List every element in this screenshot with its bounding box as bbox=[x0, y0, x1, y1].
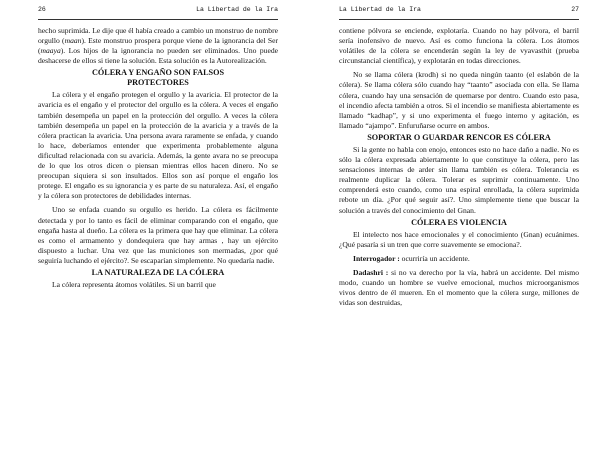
right-page-header bbox=[339, 5, 579, 20]
term-maan: maan bbox=[64, 36, 82, 46]
section-heading-tolerating-is-anger: SOPORTAR O GUARDAR RENCOR ES CÓLERA bbox=[367, 132, 551, 142]
right-paragraph-questioner bbox=[339, 254, 579, 264]
speaker-label-questioner: Interrogador : bbox=[353, 253, 400, 263]
right-paragraph-3: Si la gente no habla con enojo, entonces esto no hace daño a nadie. No es sólo la cólera expresada abiertamente lo que constituye la cólera, pero las sensaciones internas de arder sin llama también es cólera. Tolerancia es realmente duplicar la cólera. Tolerar es suprimir continuamente. Uno comprenderá esto cuando, como una espiral enrollada, la cólera suprimida rebote un día. ¿Por qué seguir así?. Uno simplemente tiene que buscar la solución a través del conocimiento del Gnan. bbox=[339, 144, 579, 215]
term-maaya: maaya bbox=[40, 46, 61, 56]
right-paragraph-dadashri bbox=[339, 268, 579, 308]
section-heading-false-protectors: CÓLERA Y ENGAÑO SON FALSOS PROTECTORES bbox=[91, 68, 225, 88]
left-paragraph-2: La cólera y el engaño protegen el orgullo y la avaricia. El protector de la avaricia es el engaño y el protector del orgullo es la cólera. A veces el engaño también desempeña un papel en la protección del orgullo. A veces la cólera también desempeña un papel en la protección de la avaricia y a través de la cólera practican la avaricia. Una persona avara raramente se enfada, y cuando lo hace, deberíamos entender que experimenta probablemente alguna dificultad relacionada con su avaricia. Además, la gente avara no se preocupa de lo que los otros dicen o piensan mientras ellos hacen dinero. No se preocupan siquiera si son insultados. Ellos son así porque el engaño los protege. El engaño es su ignorancia y es parte de su naturaleza. Así, el engaño y la cólera son protectores de debilidades internas. bbox=[38, 90, 278, 201]
left-paragraph-4: La cólera representa átomos volátiles. Si un barril que bbox=[52, 279, 216, 289]
section-heading-anger-is-violence: CÓLERA ES VIOLENCIA bbox=[411, 217, 507, 227]
right-running-title: La Libertad de la Ira bbox=[339, 6, 421, 13]
right-page bbox=[339, 0, 579, 463]
left-paragraph-3: Uno se enfada cuando su orgullo es herido. La cólera es fácilmente detectada y por lo tanto es fácil de eliminar comparando con el engaño, que engaña hasta al dueño. La cólera es la primera que hay que eliminar. La cólera es como el armamento y dondequiera que hay armas , hay un ejército dispuesto a luchar. Una vez que las municiones son mermadas, ¿por qué seguiría luchando el ejército?. Se escaparían simplemente. No quedaría nadie. bbox=[38, 205, 278, 265]
section-heading-nature-of-anger: LA NATURALEZA DE LA CÓLERA bbox=[91, 267, 225, 277]
right-paragraph-1: contiene pólvora se enciende, explotaría. Cuando no hay pólvora, el barril sería inofensivo de nuevo. Así es como funciona la cólera. Los átomos volátiles de la cólera se encenderán según la ley de vyavasthit (prueba circunstancial científica), y explotarán en todas direcciones. bbox=[339, 26, 579, 66]
left-page-number: 26 bbox=[38, 6, 46, 13]
right-paragraph-2: No se llama cólera (krodh) si no queda ningún taanto (el eslabón de la cólera). Se llama cólera sólo cuando hay “taanto” asociada con ella. Se llama cólera, cuando hay una sensación de quemarse por dentro. Cuando esto pasa, el incendio afecta también a otros. Si el incendio se manifiesta abiertamente es llamado “kadhap”, y si uno experimenta el fuego interno y agitación, es llamado “ajampo”. Enfuruñarse ocurre en ambos. bbox=[339, 70, 579, 130]
right-page-body bbox=[339, 26, 579, 308]
left-running-title: La Libertad de la Ira bbox=[196, 6, 278, 13]
dadashri-text: si no va derecho por la vía, habrá un accidente. Del mismo modo, cuando un hombre se vuelve emocional, muchos microorganismos vivos dentro de él mueren. En el momento que la cólera surge, millones de vidas son destruidas, bbox=[339, 267, 579, 308]
left-page bbox=[38, 0, 278, 463]
left-page-body bbox=[38, 26, 278, 290]
left-p1-text-b: ). Este monstruo prospera porque viene de la ignorancia del Ser ( bbox=[38, 36, 278, 56]
right-paragraph-4: El intelecto nos hace emocionales y el conocimiento (Gnan) ecuánimes. ¿Qué pasaría si un tren que corre suavemente se emociona?. bbox=[339, 229, 579, 249]
speaker-label-dadashri: Dadashri : bbox=[353, 267, 389, 277]
left-p1-text-c: ). Los hijos de la ignorancia no pueden ser eliminados. Uno puede deshacerse de ellos si tiene la solución. Esta solución es la Autorealización. bbox=[38, 46, 278, 66]
questioner-text: ocurriría un accidente. bbox=[399, 253, 470, 263]
left-page-header bbox=[38, 5, 278, 20]
right-page-number: 27 bbox=[571, 6, 579, 13]
left-paragraph-1 bbox=[38, 26, 278, 66]
left-p1-text-a: hecho suprimida. Le dije que él había creado a cambio un monstruo de nombre orgullo ( bbox=[38, 26, 278, 46]
